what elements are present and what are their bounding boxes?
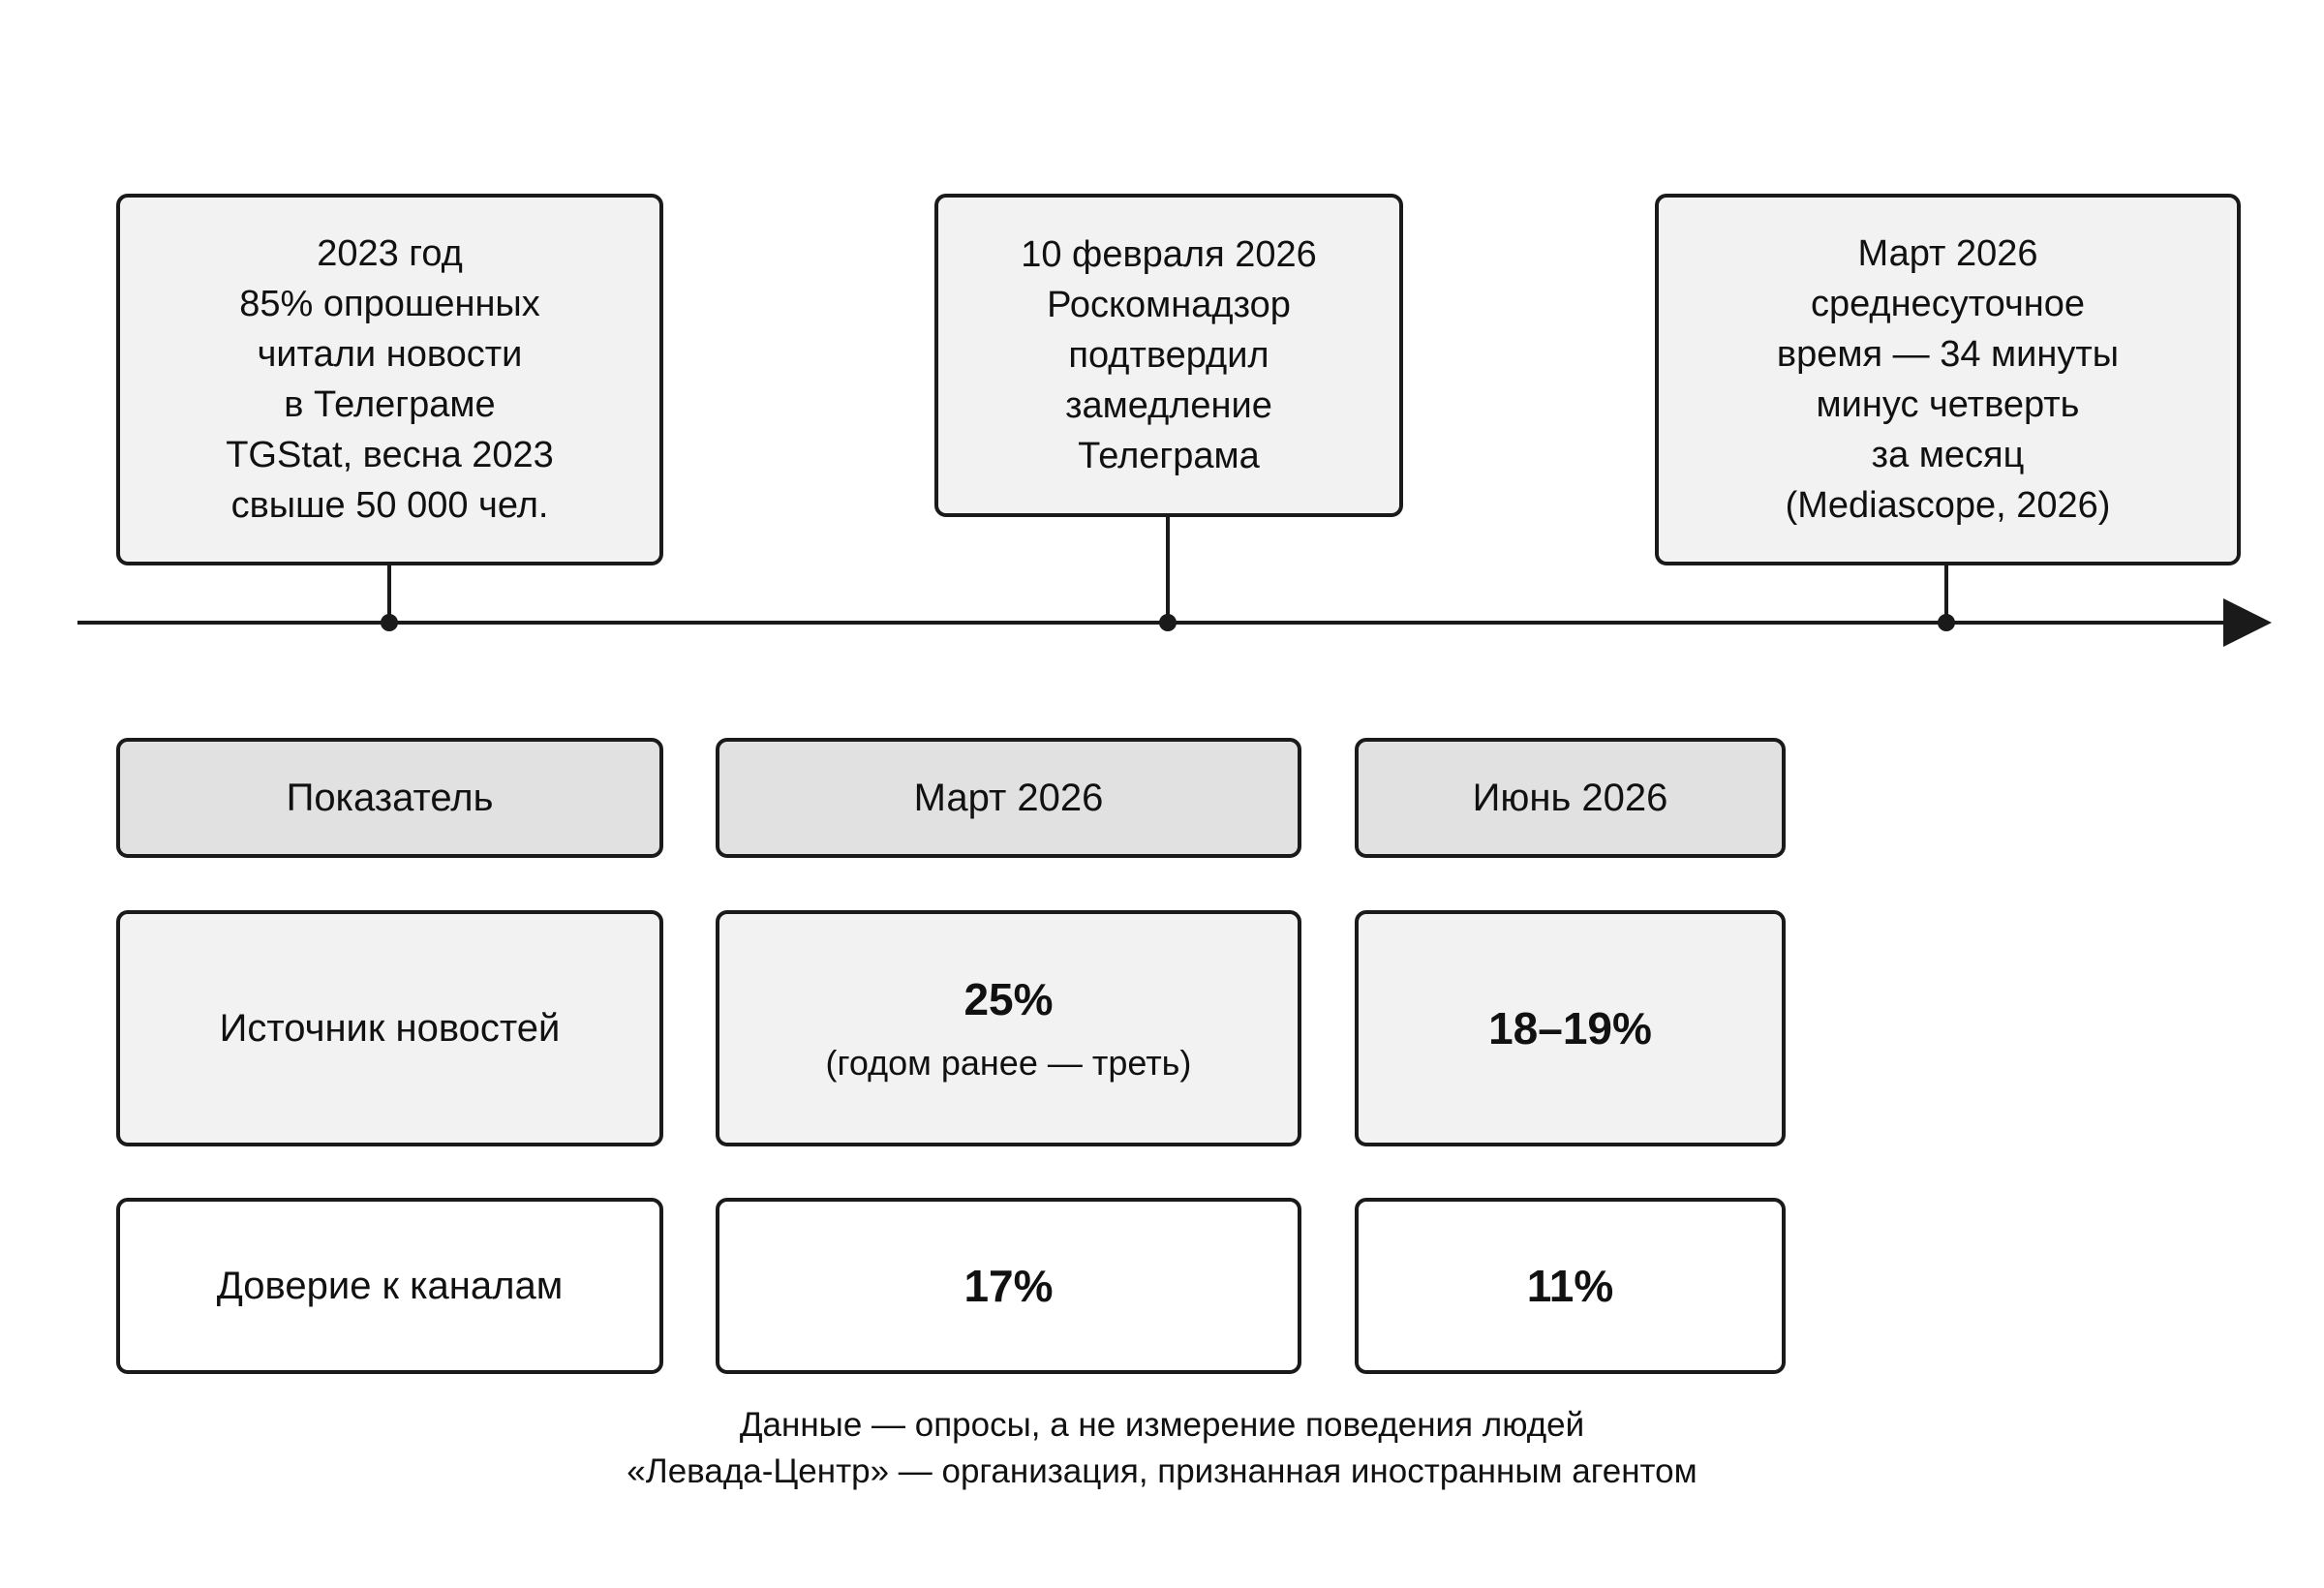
row-trust-label-cell <box>116 1198 663 1374</box>
value-main: 11% <box>1526 1261 1614 1311</box>
header-cell-indicator <box>116 738 663 858</box>
event-text: (Mediascope, 2026) <box>1785 485 2111 526</box>
event-text: 85% опрошенных <box>239 284 540 324</box>
event-marker-2 <box>1159 614 1177 631</box>
event-text: время — 34 минуты <box>1776 334 2120 375</box>
header-label: Показатель <box>286 776 494 819</box>
event-text: Март 2026 <box>1857 233 2038 274</box>
timeline-arrowhead <box>2223 598 2272 647</box>
value-main: 18–19% <box>1488 1003 1652 1054</box>
row-news-source-march-cell <box>716 910 1301 1146</box>
footnote-line: «Левада-Центр» — организация, признанная иностранным агентом <box>627 1452 1697 1490</box>
value-main: 17% <box>963 1261 1054 1311</box>
footnote <box>0 1402 2324 1495</box>
header-label: Июнь 2026 <box>1472 776 1668 819</box>
event-text: за месяц <box>1871 435 2025 475</box>
header-cell-june <box>1355 738 1786 858</box>
header-cell-march <box>716 738 1301 858</box>
event-text: Телеграма <box>1078 436 1260 476</box>
event-text: среднесуточное <box>1810 284 2086 324</box>
event-text: Роскомнадзор <box>1047 285 1291 325</box>
header-label: Март 2026 <box>913 776 1104 819</box>
event-text: TGStat, весна 2023 <box>226 435 554 475</box>
event-text: минус четверть <box>1816 384 2080 425</box>
row-news-source-label-cell <box>116 910 663 1146</box>
event-box-feb-2026 <box>934 194 1403 517</box>
row-label: Источник новостей <box>219 1006 561 1050</box>
event-marker-3 <box>1938 614 1955 631</box>
row-news-source-june-cell <box>1355 910 1786 1146</box>
event-text: подтвердил <box>1068 335 1269 376</box>
row-label: Доверие к каналам <box>216 1264 564 1307</box>
row-trust-march-cell <box>716 1198 1301 1374</box>
event-text: читали новости <box>257 334 523 375</box>
value-note: (годом ранее — треть) <box>825 1043 1192 1083</box>
event-text: 10 февраля 2026 <box>1021 234 1317 275</box>
footnote-line: Данные — опросы, а не измерение поведения людей <box>739 1406 1585 1444</box>
event-marker-1 <box>381 614 398 631</box>
event-text: замедление <box>1065 385 1272 426</box>
event-text: свыше 50 000 чел. <box>230 485 549 526</box>
row-trust-june-cell <box>1355 1198 1786 1374</box>
event-box-2023 <box>116 194 663 565</box>
event-box-mar-2026 <box>1655 194 2241 565</box>
value-main: 25% <box>963 974 1054 1024</box>
event-text: в Телеграме <box>284 384 496 425</box>
event-text: 2023 год <box>317 233 463 274</box>
